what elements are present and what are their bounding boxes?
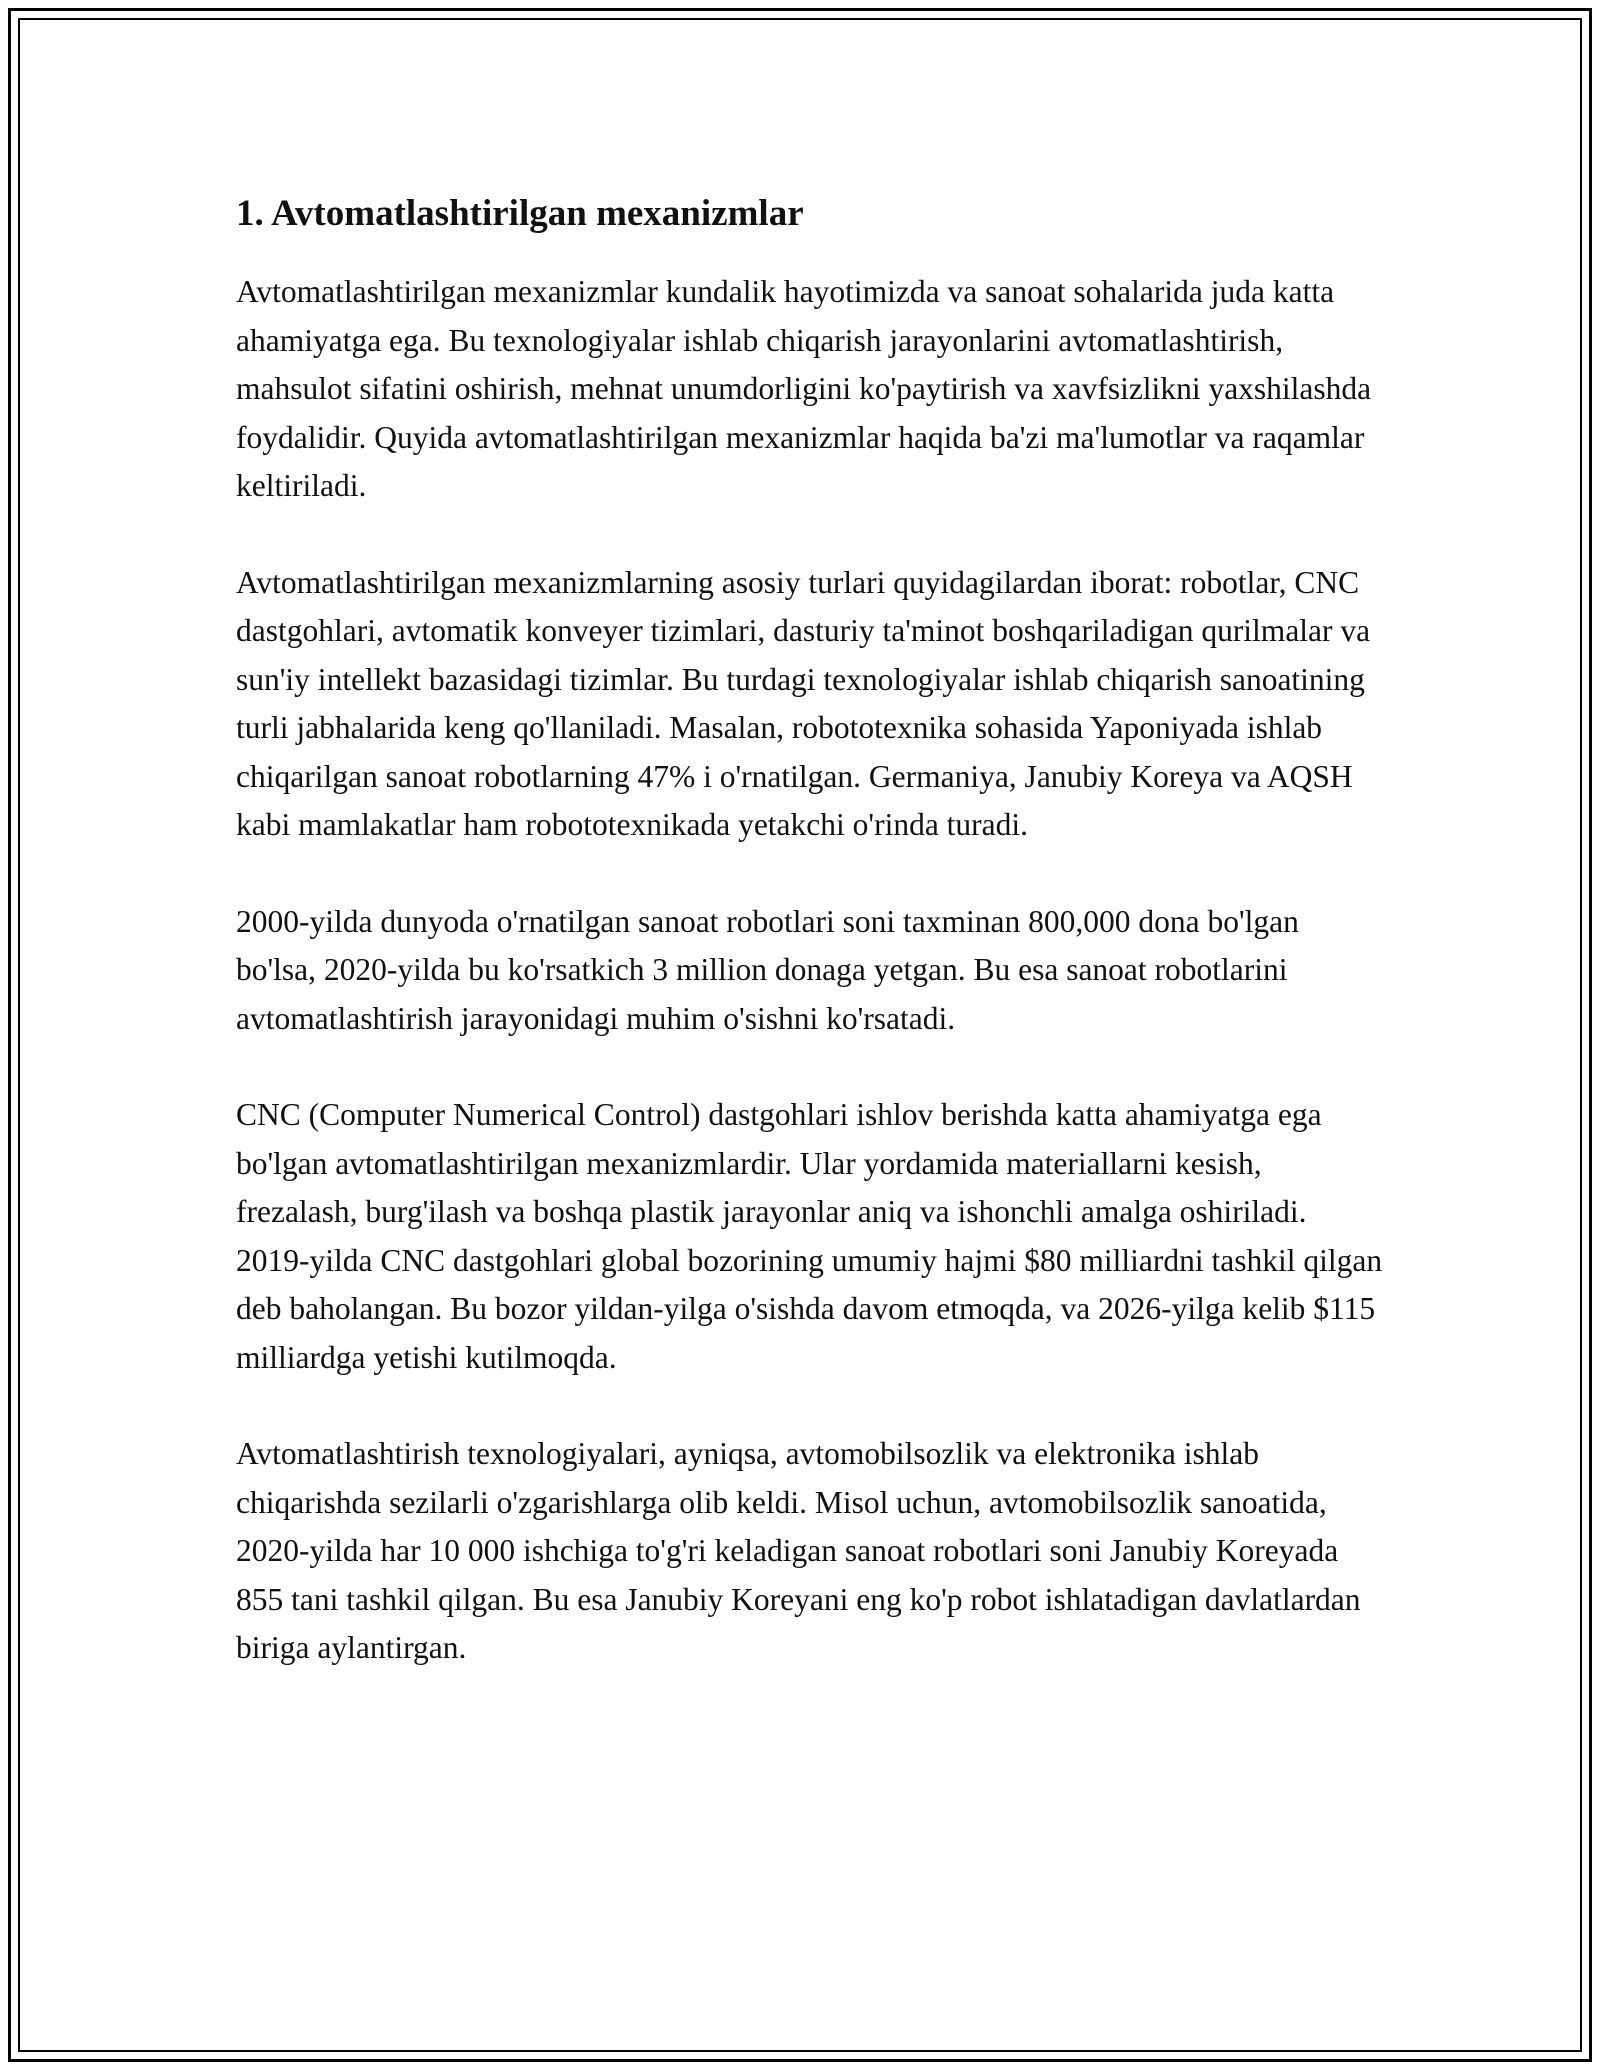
section-heading: 1. Avtomatlashtirilgan mexanizmlar	[236, 193, 804, 234]
paragraph-intro: Avtomatlashtirilgan mexanizmlar kundalik hayotimizda va sanoat sohalarida juda katta ahamiyatga ega. Bu texnologiyalar ishlab chiqarish jarayonlarini avtomatlashtirish, mahsulot sifatini oshirish, mehnat unumdorligini ko'paytirish va xavfsizlikni yaxshilashda foydalidir. Quyida avtomatlashtirilgan mexanizmlar haqida ba'zi ma'lumotlar va raqamlar keltiriladi.	[236, 274, 1372, 503]
paragraph-robot-growth: 2000-yilda dunyoda o'rnatilgan sanoat robotlari soni taxminan 800,000 dona bo'lgan bo'lsa, 2020-yilda bu ko'rsatkich 3 million donaga yetgan. Bu esa sanoat robotlarini avtomatlashtirish jarayonidagi muhim o'sishni ko'rsatadi.	[236, 903, 1299, 1036]
paragraph-automotive: Avtomatlashtirish texnologiyalari, ayniqsa, avtomobilsozlik va elektronika ishlab chiqarishda sezilarli o'zgarishlarga olib keldi. Misol uchun, avtomobilsozlik sanoatida, 2020-yilda har 10 000 ishchiga to'g'ri keladigan sanoat robotlari soni Janubiy Koreyada 855 tani tashkil qilgan. Bu esa Janubiy Koreyani eng ko'p robot ishlatadigan davlatlardan biriga aylantirgan.	[236, 1436, 1361, 1665]
document-body	[236, 186, 1386, 1721]
paragraph-cnc: CNC (Computer Numerical Control) dastgohlari ishlov berishda katta ahamiyatga ega bo'lgan avtomatlashtirilgan mexanizmlardir. Ular yordamida materiallarni kesish, frezalash, burg'ilash va boshqa plastik jarayonlar aniq va ishonchli amalga oshiriladi. 2019-yilda CNC dastgohlari global bozorining umumiy hajmi $80 milliardni tashkil qilgan deb baholangan. Bu bozor yildan-yilga o'sishda davom etmoqda, va 2026-yilga kelib $115 milliardga yetishi kutilmoqda.	[236, 1097, 1383, 1375]
paragraph-types: Avtomatlashtirilgan mexanizmlarning asosiy turlari quyidagilardan iborat: robotlar, CNC dastgohlari, avtomatik konveyer tizimlari, dasturiy ta'minot boshqariladigan qurilmalar va sun'iy intellekt bazasidagi tizimlar. Bu turdagi texnologiyalar ishlab chiqarish sanoatining turli jabhalarida keng qo'llaniladi. Masalan, robototexnika sohasida Yaponiyada ishlab chiqarilgan sanoat robotlarning 47% i o'rnatilgan. Germaniya, Janubiy Koreya va AQSH kabi mamlakatlar ham robototexnikada yetakchi o'rinda turadi.	[236, 564, 1371, 842]
